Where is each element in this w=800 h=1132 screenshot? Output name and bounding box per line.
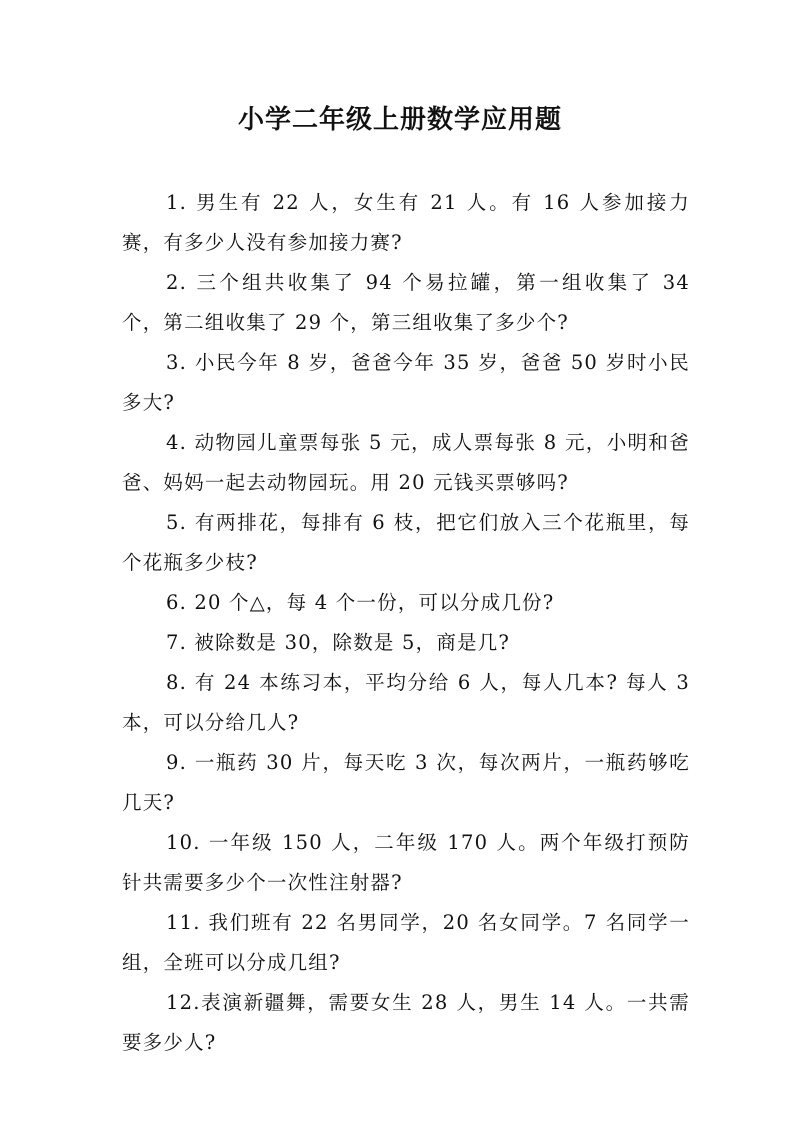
question-item: 1. 男生有 22 人，女生有 21 人。有 16 人参加接力赛，有多少人没有参加接力赛? (122, 191, 690, 254)
question-item: 3. 小民今年 8 岁，爸爸今年 35 岁，爸爸 50 岁时小民多大? (122, 351, 690, 414)
question-item: 7. 被除数是 30，除数是 5，商是几? (166, 631, 511, 654)
question-item: 5. 有两排花，每排有 6 枝，把它们放入三个花瓶里，每个花瓶多少枝? (122, 511, 690, 574)
question-item: 6. 20 个△，每 4 个一份，可以分成几份? (166, 591, 555, 614)
question-item: 9. 一瓶药 30 片，每天吃 3 次，每次两片，一瓶药够吃几天? (122, 751, 690, 814)
document-title: 小学二年级上册数学应用题 (237, 105, 562, 135)
question-item: 4. 动物园儿童票每张 5 元，成人票每张 8 元，小明和爸爸、妈妈一起去动物园玩。用 20 元钱买票够吗? (122, 431, 690, 494)
question-item: 11. 我们班有 22 名男同学，20 名女同学。7 名同学一组，全班可以分成几组? (122, 911, 690, 974)
question-item: 12.表演新疆舞，需要女生 28 人，男生 14 人。一共需要多少人? (122, 991, 690, 1054)
question-item: 10. 一年级 150 人，二年级 170 人。两个年级打预防针共需要多少个一次性注射器? (122, 831, 690, 894)
question-list (122, 183, 690, 1063)
question-item: 8. 有 24 本练习本，平均分给 6 人，每人几本? 每人 3 本，可以分给几人? (122, 671, 690, 734)
question-item: 2. 三个组共收集了 94 个易拉罐，第一组收集了 34 个，第二组收集了 29 个，第三组收集了多少个? (122, 271, 690, 334)
